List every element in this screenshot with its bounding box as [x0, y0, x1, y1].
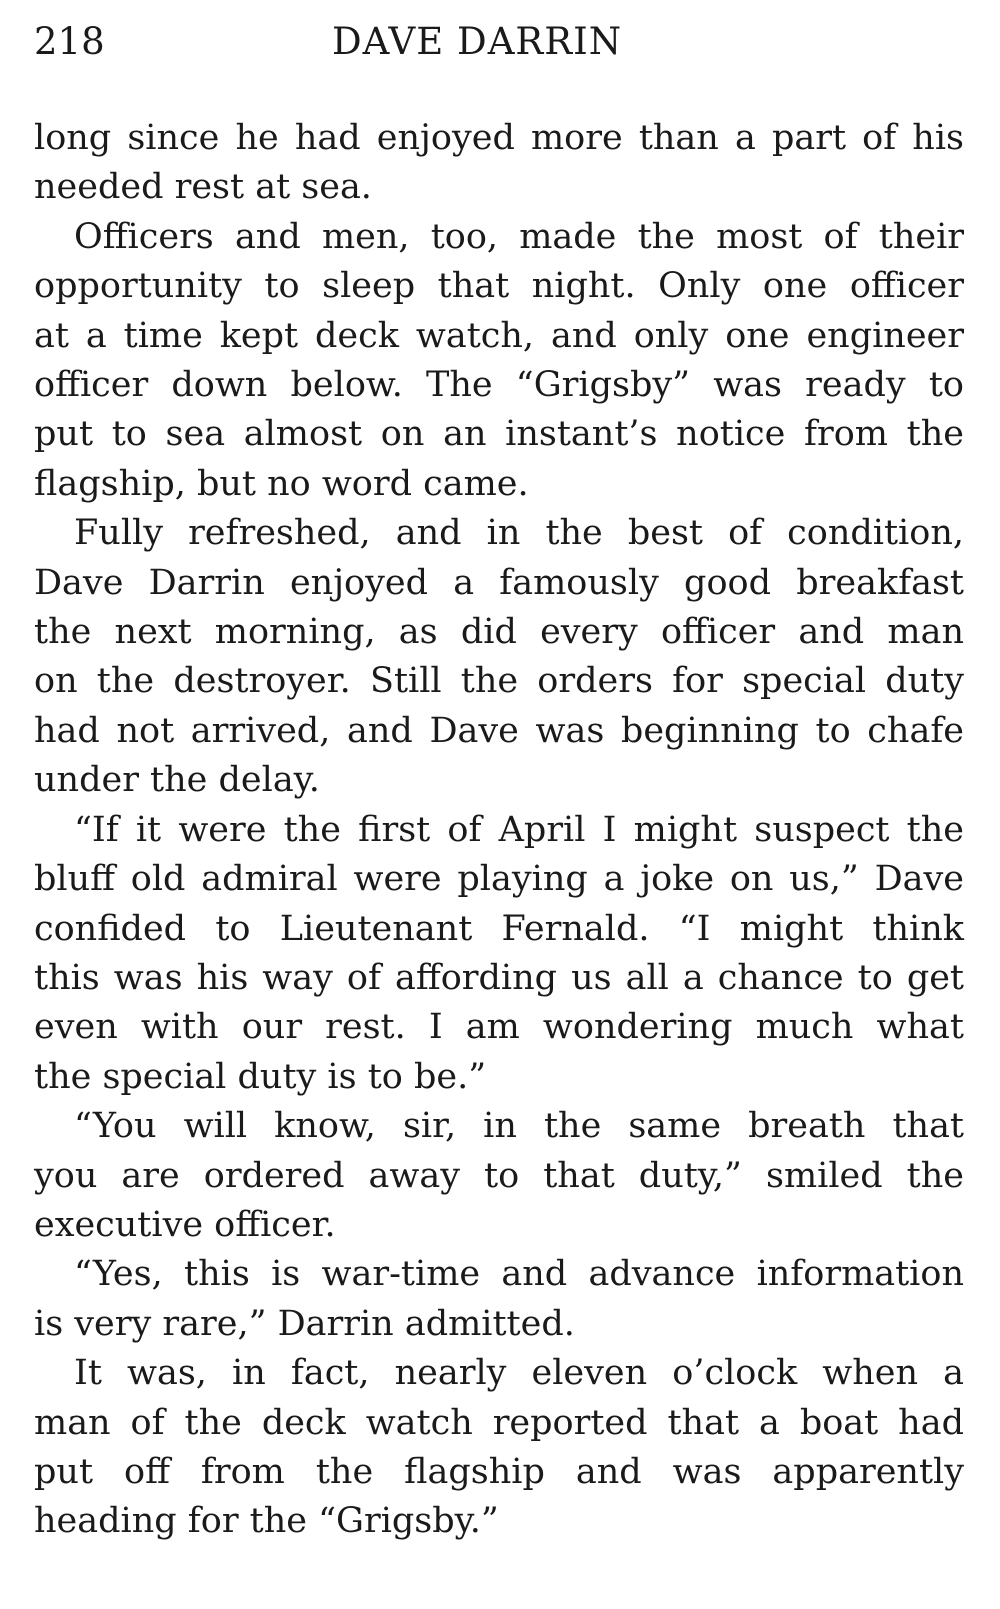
text-line: It was, in fact, nearly eleven o’clock when a — [74, 1353, 964, 1394]
running-head — [34, 14, 964, 70]
text-line: confided to Lieutenant Fernald. “I might think — [34, 908, 964, 949]
text-line: Officers and men, too, made the most of their — [74, 216, 964, 257]
text-line: long since he had enjoyed more than a part of his — [34, 118, 964, 158]
text-line: had not arrived, and Dave was beginning to chafe — [34, 710, 964, 751]
paragraph — [34, 1250, 964, 1349]
text-line: Fully refreshed, and in the best of condition, — [74, 513, 964, 554]
text-line: under the delay. — [34, 760, 320, 801]
text-line: is very rare,” Darrin admitted. — [34, 1303, 575, 1344]
text-line: man of the deck watch reported that a boat had — [34, 1402, 964, 1443]
text-line: executive officer. — [34, 1204, 336, 1245]
body-text — [34, 114, 964, 1547]
text-line: you are ordered away to that duty,” smiled the — [34, 1155, 964, 1196]
text-line: officer down below. The “Grigsby” was ready to — [34, 365, 964, 406]
text-line: even with our rest. I am wondering much what — [34, 1007, 964, 1048]
paragraph — [34, 806, 964, 1102]
text-line: “You will know, sir, in the same breath that — [74, 1106, 964, 1147]
text-line: “If it were the first of April I might suspect the — [74, 809, 964, 850]
book-page — [34, 14, 964, 1547]
text-line: opportunity to sleep that night. Only one officer — [34, 266, 964, 307]
paragraph — [34, 213, 964, 509]
paragraph — [34, 1349, 964, 1547]
text-line: “Yes, this is war-time and advance information — [74, 1254, 964, 1295]
paragraph — [34, 509, 964, 805]
text-line: bluff old admiral were playing a joke on us,” Dave — [34, 859, 964, 900]
text-line: on the destroyer. Still the orders for special duty — [34, 661, 964, 702]
text-line: Dave Darrin enjoyed a famously good breakfast — [34, 562, 964, 603]
text-line: at a time kept deck watch, and only one engineer — [34, 315, 964, 356]
page-number: 218 — [34, 20, 105, 63]
text-line: heading for the “Grigsby.” — [34, 1501, 499, 1542]
text-line: the special duty is to be.” — [34, 1056, 487, 1097]
text-line: flagship, but no word came. — [34, 463, 529, 504]
text-line: put to sea almost on an instant’s notice from the — [34, 414, 964, 455]
paragraph — [34, 114, 964, 213]
text-line: put off from the flagship and was apparently — [34, 1451, 964, 1492]
paragraph — [34, 1102, 964, 1250]
text-line: needed rest at sea. — [34, 167, 372, 208]
text-line: this was his way of affording us all a chance to get — [34, 957, 964, 998]
running-title: DAVE DARRIN — [332, 20, 623, 63]
text-line: the next morning, as did every officer and man — [34, 612, 964, 653]
